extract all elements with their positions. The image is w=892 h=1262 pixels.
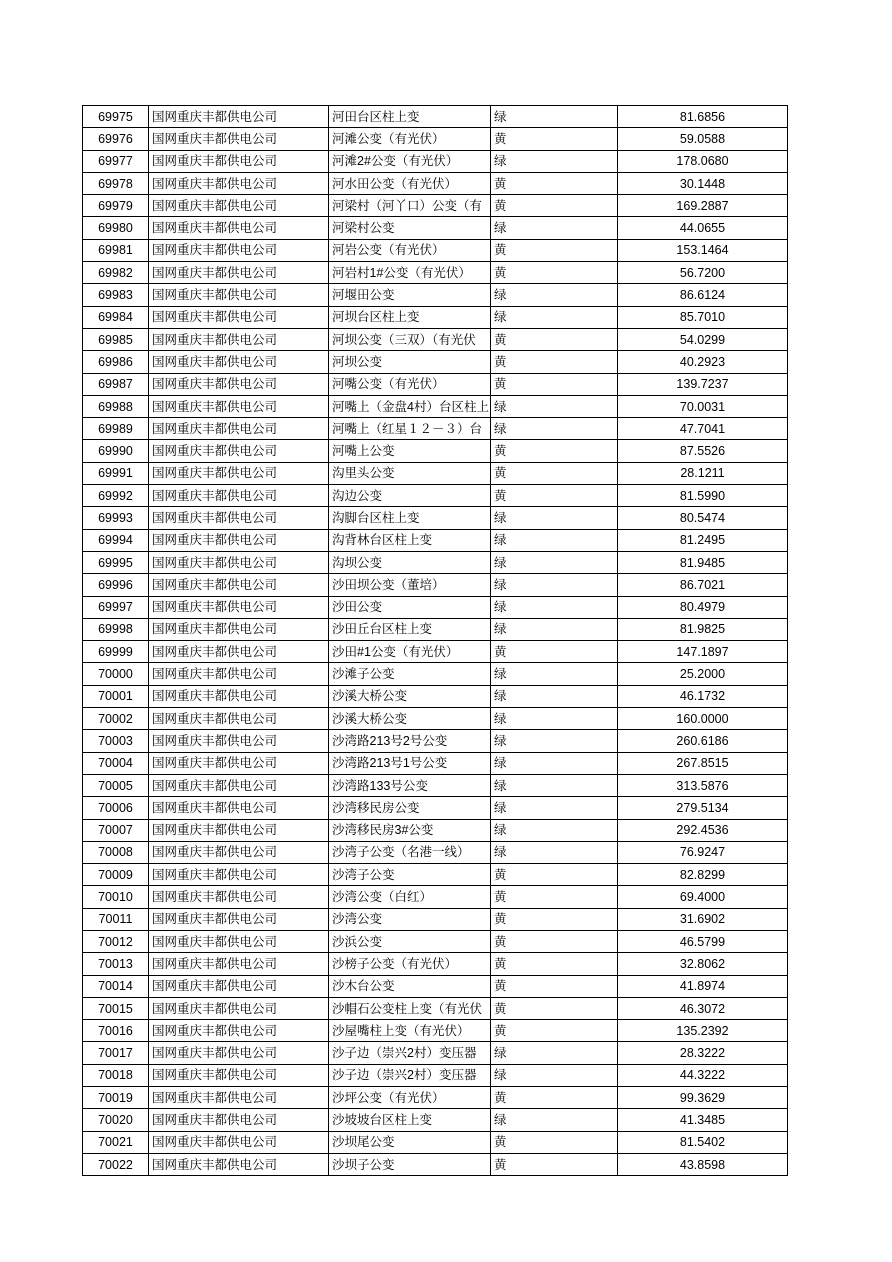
row-value-cell: 87.5526 — [618, 440, 788, 462]
row-transformer-name-cell: 河岩村1#公变（有光伏） — [329, 262, 491, 284]
row-transformer-name-cell: 沙湾子公变 — [329, 864, 491, 886]
table-row — [83, 440, 788, 462]
row-id-cell: 69986 — [83, 351, 149, 373]
row-organization-cell: 国网重庆丰都供电公司 — [149, 663, 329, 685]
table-row — [83, 262, 788, 284]
row-transformer-name-cell: 沙坝尾公变 — [329, 1131, 491, 1153]
row-id-cell: 69983 — [83, 284, 149, 306]
table-row — [83, 1042, 788, 1064]
row-transformer-name-cell: 沙坪公变（有光伏） — [329, 1087, 491, 1109]
table-row — [83, 930, 788, 952]
row-id-cell: 70001 — [83, 685, 149, 707]
table-row — [83, 217, 788, 239]
row-organization-cell: 国网重庆丰都供电公司 — [149, 1153, 329, 1175]
row-value-cell: 260.6186 — [618, 730, 788, 752]
row-organization-cell: 国网重庆丰都供电公司 — [149, 195, 329, 217]
row-organization-cell: 国网重庆丰都供电公司 — [149, 351, 329, 373]
row-transformer-name-cell: 河梁村公变 — [329, 217, 491, 239]
row-transformer-name-cell: 河岩公变（有光伏） — [329, 239, 491, 261]
table-row — [83, 596, 788, 618]
row-transformer-name-cell: 沙湾路213号2号公变 — [329, 730, 491, 752]
row-color-label-cell: 绿 — [491, 306, 618, 328]
row-transformer-name-cell: 沙坝子公变 — [329, 1153, 491, 1175]
table-row — [83, 128, 788, 150]
row-organization-cell: 国网重庆丰都供电公司 — [149, 529, 329, 551]
row-value-cell: 80.5474 — [618, 507, 788, 529]
row-value-cell: 81.9485 — [618, 551, 788, 573]
row-transformer-name-cell: 沙湾子公变（名港一线） — [329, 841, 491, 863]
row-organization-cell: 国网重庆丰都供电公司 — [149, 908, 329, 930]
row-value-cell: 99.3629 — [618, 1087, 788, 1109]
row-value-cell: 69.4000 — [618, 886, 788, 908]
row-id-cell: 70015 — [83, 997, 149, 1019]
row-transformer-name-cell: 河滩公变（有光伏） — [329, 128, 491, 150]
row-color-label-cell: 黄 — [491, 908, 618, 930]
row-organization-cell: 国网重庆丰都供电公司 — [149, 864, 329, 886]
row-transformer-name-cell: 河嘴上公变 — [329, 440, 491, 462]
row-id-cell: 70003 — [83, 730, 149, 752]
row-organization-cell: 国网重庆丰都供电公司 — [149, 730, 329, 752]
row-organization-cell: 国网重庆丰都供电公司 — [149, 418, 329, 440]
row-color-label-cell: 黄 — [491, 128, 618, 150]
table-row — [83, 953, 788, 975]
table-row — [83, 395, 788, 417]
row-transformer-name-cell: 沟里头公变 — [329, 462, 491, 484]
row-transformer-name-cell: 沙帽石公变柱上变（有光伏 — [329, 997, 491, 1019]
row-color-label-cell: 绿 — [491, 797, 618, 819]
row-color-label-cell: 绿 — [491, 1042, 618, 1064]
row-transformer-name-cell: 沙田坝公变（董培） — [329, 574, 491, 596]
row-color-label-cell: 绿 — [491, 663, 618, 685]
row-color-label-cell: 绿 — [491, 730, 618, 752]
row-color-label-cell: 绿 — [491, 507, 618, 529]
row-id-cell: 70018 — [83, 1064, 149, 1086]
row-value-cell: 279.5134 — [618, 797, 788, 819]
row-value-cell: 59.0588 — [618, 128, 788, 150]
row-transformer-name-cell: 沙湾公变 — [329, 908, 491, 930]
row-id-cell: 69987 — [83, 373, 149, 395]
row-organization-cell: 国网重庆丰都供电公司 — [149, 708, 329, 730]
row-organization-cell: 国网重庆丰都供电公司 — [149, 150, 329, 172]
row-transformer-name-cell: 河坝台区柱上变 — [329, 306, 491, 328]
row-value-cell: 267.8515 — [618, 752, 788, 774]
table-row — [83, 997, 788, 1019]
row-organization-cell: 国网重庆丰都供电公司 — [149, 930, 329, 952]
row-organization-cell: 国网重庆丰都供电公司 — [149, 373, 329, 395]
row-transformer-name-cell: 沙溪大桥公变 — [329, 708, 491, 730]
table-row — [83, 1087, 788, 1109]
row-id-cell: 70008 — [83, 841, 149, 863]
row-organization-cell: 国网重庆丰都供电公司 — [149, 997, 329, 1019]
row-color-label-cell: 绿 — [491, 529, 618, 551]
row-value-cell: 292.4536 — [618, 819, 788, 841]
row-id-cell: 69985 — [83, 328, 149, 350]
row-transformer-name-cell: 河嘴上（红星１２－３）台 — [329, 418, 491, 440]
row-id-cell: 69991 — [83, 462, 149, 484]
row-organization-cell: 国网重庆丰都供电公司 — [149, 485, 329, 507]
row-id-cell: 70010 — [83, 886, 149, 908]
row-color-label-cell: 黄 — [491, 975, 618, 997]
row-value-cell: 54.0299 — [618, 328, 788, 350]
row-id-cell: 69996 — [83, 574, 149, 596]
row-color-label-cell: 黄 — [491, 262, 618, 284]
row-id-cell: 70021 — [83, 1131, 149, 1153]
row-value-cell: 160.0000 — [618, 708, 788, 730]
row-color-label-cell: 黄 — [491, 997, 618, 1019]
row-color-label-cell: 黄 — [491, 864, 618, 886]
row-color-label-cell: 黄 — [491, 373, 618, 395]
row-color-label-cell: 绿 — [491, 106, 618, 128]
table-row — [83, 106, 788, 128]
row-value-cell: 81.9825 — [618, 618, 788, 640]
row-transformer-name-cell: 沙木台公变 — [329, 975, 491, 997]
row-color-label-cell: 绿 — [491, 395, 618, 417]
table-row — [83, 485, 788, 507]
row-organization-cell: 国网重庆丰都供电公司 — [149, 797, 329, 819]
row-transformer-name-cell: 沟脚台区柱上变 — [329, 507, 491, 529]
table-row — [83, 752, 788, 774]
row-id-cell: 70014 — [83, 975, 149, 997]
row-transformer-name-cell: 河堰田公变 — [329, 284, 491, 306]
row-id-cell: 69995 — [83, 551, 149, 573]
table-row — [83, 819, 788, 841]
data-table-container — [82, 105, 787, 1176]
row-value-cell: 25.2000 — [618, 663, 788, 685]
row-transformer-name-cell: 河嘴公变（有光伏） — [329, 373, 491, 395]
row-color-label-cell: 绿 — [491, 841, 618, 863]
row-organization-cell: 国网重庆丰都供电公司 — [149, 596, 329, 618]
row-id-cell: 69976 — [83, 128, 149, 150]
table-body — [83, 106, 788, 1176]
row-color-label-cell: 黄 — [491, 1131, 618, 1153]
row-color-label-cell: 黄 — [491, 1153, 618, 1175]
row-id-cell: 70002 — [83, 708, 149, 730]
table-row — [83, 328, 788, 350]
row-color-label-cell: 黄 — [491, 172, 618, 194]
table-row — [83, 975, 788, 997]
row-transformer-name-cell: 沙田丘台区柱上变 — [329, 618, 491, 640]
row-transformer-name-cell: 沙溪大桥公变 — [329, 685, 491, 707]
row-organization-cell: 国网重庆丰都供电公司 — [149, 1087, 329, 1109]
row-color-label-cell: 绿 — [491, 217, 618, 239]
row-organization-cell: 国网重庆丰都供电公司 — [149, 841, 329, 863]
row-id-cell: 70016 — [83, 1020, 149, 1042]
row-color-label-cell: 黄 — [491, 351, 618, 373]
row-value-cell: 139.7237 — [618, 373, 788, 395]
row-value-cell: 86.6124 — [618, 284, 788, 306]
row-id-cell: 69975 — [83, 106, 149, 128]
table-row — [83, 507, 788, 529]
row-transformer-name-cell: 沙坡坡台区柱上变 — [329, 1109, 491, 1131]
table-row — [83, 908, 788, 930]
row-organization-cell: 国网重庆丰都供电公司 — [149, 752, 329, 774]
row-organization-cell: 国网重庆丰都供电公司 — [149, 217, 329, 239]
row-organization-cell: 国网重庆丰都供电公司 — [149, 1020, 329, 1042]
table-row — [83, 574, 788, 596]
row-id-cell: 69978 — [83, 172, 149, 194]
table-row — [83, 641, 788, 663]
row-value-cell: 40.2923 — [618, 351, 788, 373]
row-id-cell: 70013 — [83, 953, 149, 975]
table-row — [83, 418, 788, 440]
row-id-cell: 69999 — [83, 641, 149, 663]
row-id-cell: 70022 — [83, 1153, 149, 1175]
row-id-cell: 69997 — [83, 596, 149, 618]
row-value-cell: 313.5876 — [618, 774, 788, 796]
row-color-label-cell: 黄 — [491, 462, 618, 484]
row-transformer-name-cell: 沙田公变 — [329, 596, 491, 618]
row-value-cell: 86.7021 — [618, 574, 788, 596]
row-value-cell: 135.2392 — [618, 1020, 788, 1042]
row-id-cell: 69981 — [83, 239, 149, 261]
row-transformer-name-cell: 沟坝公变 — [329, 551, 491, 573]
row-color-label-cell: 绿 — [491, 150, 618, 172]
row-organization-cell: 国网重庆丰都供电公司 — [149, 685, 329, 707]
row-transformer-name-cell: 河坝公变（三双）（有光伏 — [329, 328, 491, 350]
row-value-cell: 30.1448 — [618, 172, 788, 194]
table-row — [83, 351, 788, 373]
row-transformer-name-cell: 沙子边（崇兴2村）变压器 — [329, 1064, 491, 1086]
row-transformer-name-cell: 河水田公变（有光伏） — [329, 172, 491, 194]
row-id-cell: 70004 — [83, 752, 149, 774]
row-transformer-name-cell: 沙湾路133号公变 — [329, 774, 491, 796]
row-transformer-name-cell: 沙湾路213号1号公变 — [329, 752, 491, 774]
row-color-label-cell: 黄 — [491, 440, 618, 462]
row-organization-cell: 国网重庆丰都供电公司 — [149, 172, 329, 194]
row-value-cell: 81.6856 — [618, 106, 788, 128]
row-id-cell: 70009 — [83, 864, 149, 886]
row-organization-cell: 国网重庆丰都供电公司 — [149, 262, 329, 284]
row-value-cell: 28.1211 — [618, 462, 788, 484]
row-value-cell: 32.8062 — [618, 953, 788, 975]
row-transformer-name-cell: 沙子边（崇兴2村）变压器 — [329, 1042, 491, 1064]
row-value-cell: 82.8299 — [618, 864, 788, 886]
row-color-label-cell: 黄 — [491, 953, 618, 975]
row-value-cell: 46.1732 — [618, 685, 788, 707]
row-color-label-cell: 黄 — [491, 641, 618, 663]
table-row — [83, 529, 788, 551]
table-row — [83, 1020, 788, 1042]
row-organization-cell: 国网重庆丰都供电公司 — [149, 886, 329, 908]
row-color-label-cell: 绿 — [491, 418, 618, 440]
row-organization-cell: 国网重庆丰都供电公司 — [149, 106, 329, 128]
row-transformer-name-cell: 河坝公变 — [329, 351, 491, 373]
row-value-cell: 147.1897 — [618, 641, 788, 663]
table-row — [83, 195, 788, 217]
row-id-cell: 70007 — [83, 819, 149, 841]
row-id-cell: 69989 — [83, 418, 149, 440]
row-color-label-cell: 绿 — [491, 1109, 618, 1131]
row-value-cell: 178.0680 — [618, 150, 788, 172]
table-row — [83, 864, 788, 886]
row-color-label-cell: 绿 — [491, 819, 618, 841]
row-organization-cell: 国网重庆丰都供电公司 — [149, 462, 329, 484]
row-transformer-name-cell: 沙田#1公变（有光伏） — [329, 641, 491, 663]
table-row — [83, 551, 788, 573]
row-organization-cell: 国网重庆丰都供电公司 — [149, 551, 329, 573]
row-id-cell: 69988 — [83, 395, 149, 417]
row-id-cell: 69998 — [83, 618, 149, 640]
row-transformer-name-cell: 沙湾移民房3#公变 — [329, 819, 491, 841]
row-organization-cell: 国网重庆丰都供电公司 — [149, 1064, 329, 1086]
row-id-cell: 69993 — [83, 507, 149, 529]
row-transformer-name-cell: 沙榜子公变（有光伏） — [329, 953, 491, 975]
table-row — [83, 708, 788, 730]
row-organization-cell: 国网重庆丰都供电公司 — [149, 306, 329, 328]
row-transformer-name-cell: 河滩2#公变（有光伏） — [329, 150, 491, 172]
row-value-cell: 31.6902 — [618, 908, 788, 930]
table-row — [83, 774, 788, 796]
row-color-label-cell: 黄 — [491, 1087, 618, 1109]
row-id-cell: 70017 — [83, 1042, 149, 1064]
row-transformer-name-cell: 沙湾移民房公变 — [329, 797, 491, 819]
data-table — [82, 105, 788, 1176]
table-row — [83, 373, 788, 395]
row-id-cell: 70019 — [83, 1087, 149, 1109]
row-value-cell: 169.2887 — [618, 195, 788, 217]
row-organization-cell: 国网重庆丰都供电公司 — [149, 239, 329, 261]
row-organization-cell: 国网重庆丰都供电公司 — [149, 284, 329, 306]
row-organization-cell: 国网重庆丰都供电公司 — [149, 618, 329, 640]
table-row — [83, 1131, 788, 1153]
row-color-label-cell: 黄 — [491, 328, 618, 350]
row-value-cell: 44.3222 — [618, 1064, 788, 1086]
row-id-cell: 69984 — [83, 306, 149, 328]
row-transformer-name-cell: 河嘴上（金盘4村）台区柱上 — [329, 395, 491, 417]
row-color-label-cell: 绿 — [491, 596, 618, 618]
row-value-cell: 28.3222 — [618, 1042, 788, 1064]
row-color-label-cell: 绿 — [491, 551, 618, 573]
row-id-cell: 70011 — [83, 908, 149, 930]
table-row — [83, 1153, 788, 1175]
row-id-cell: 69982 — [83, 262, 149, 284]
row-organization-cell: 国网重庆丰都供电公司 — [149, 1109, 329, 1131]
row-transformer-name-cell: 沙浜公变 — [329, 930, 491, 952]
row-color-label-cell: 绿 — [491, 574, 618, 596]
row-color-label-cell: 绿 — [491, 708, 618, 730]
row-id-cell: 70012 — [83, 930, 149, 952]
row-color-label-cell: 绿 — [491, 1064, 618, 1086]
row-transformer-name-cell: 沙湾公变（白红） — [329, 886, 491, 908]
row-color-label-cell: 绿 — [491, 752, 618, 774]
row-transformer-name-cell: 河梁村（河丫口）公变（有 — [329, 195, 491, 217]
table-row — [83, 1064, 788, 1086]
row-transformer-name-cell: 沟背林台区柱上变 — [329, 529, 491, 551]
row-value-cell: 41.8974 — [618, 975, 788, 997]
row-id-cell: 70000 — [83, 663, 149, 685]
row-organization-cell: 国网重庆丰都供电公司 — [149, 507, 329, 529]
row-value-cell: 43.8598 — [618, 1153, 788, 1175]
row-organization-cell: 国网重庆丰都供电公司 — [149, 440, 329, 462]
row-id-cell: 69980 — [83, 217, 149, 239]
row-value-cell: 44.0655 — [618, 217, 788, 239]
row-id-cell: 70005 — [83, 774, 149, 796]
row-id-cell: 69992 — [83, 485, 149, 507]
row-organization-cell: 国网重庆丰都供电公司 — [149, 774, 329, 796]
row-organization-cell: 国网重庆丰都供电公司 — [149, 1131, 329, 1153]
row-transformer-name-cell: 沟边公变 — [329, 485, 491, 507]
table-row — [83, 663, 788, 685]
table-row — [83, 1109, 788, 1131]
row-organization-cell: 国网重庆丰都供电公司 — [149, 819, 329, 841]
row-id-cell: 69979 — [83, 195, 149, 217]
row-id-cell: 70020 — [83, 1109, 149, 1131]
table-row — [83, 618, 788, 640]
row-transformer-name-cell: 河田台区柱上变 — [329, 106, 491, 128]
table-row — [83, 797, 788, 819]
row-transformer-name-cell: 沙滩子公变 — [329, 663, 491, 685]
row-color-label-cell: 黄 — [491, 239, 618, 261]
row-value-cell: 85.7010 — [618, 306, 788, 328]
row-value-cell: 81.2495 — [618, 529, 788, 551]
row-value-cell: 46.3072 — [618, 997, 788, 1019]
table-row — [83, 150, 788, 172]
row-organization-cell: 国网重庆丰都供电公司 — [149, 1042, 329, 1064]
table-row — [83, 239, 788, 261]
table-row — [83, 685, 788, 707]
row-organization-cell: 国网重庆丰都供电公司 — [149, 641, 329, 663]
row-transformer-name-cell: 沙屋嘴柱上变（有光伏） — [329, 1020, 491, 1042]
table-row — [83, 306, 788, 328]
row-value-cell: 47.7041 — [618, 418, 788, 440]
row-value-cell: 80.4979 — [618, 596, 788, 618]
row-organization-cell: 国网重庆丰都供电公司 — [149, 128, 329, 150]
row-value-cell: 81.5990 — [618, 485, 788, 507]
row-color-label-cell: 绿 — [491, 284, 618, 306]
row-value-cell: 70.0031 — [618, 395, 788, 417]
row-color-label-cell: 黄 — [491, 195, 618, 217]
row-color-label-cell: 黄 — [491, 1020, 618, 1042]
row-color-label-cell: 黄 — [491, 930, 618, 952]
row-color-label-cell: 黄 — [491, 886, 618, 908]
row-value-cell: 81.5402 — [618, 1131, 788, 1153]
row-id-cell: 69990 — [83, 440, 149, 462]
table-row — [83, 284, 788, 306]
row-organization-cell: 国网重庆丰都供电公司 — [149, 574, 329, 596]
row-id-cell: 69977 — [83, 150, 149, 172]
row-color-label-cell: 绿 — [491, 685, 618, 707]
row-color-label-cell: 绿 — [491, 618, 618, 640]
table-row — [83, 841, 788, 863]
row-organization-cell: 国网重庆丰都供电公司 — [149, 328, 329, 350]
row-color-label-cell: 黄 — [491, 485, 618, 507]
row-organization-cell: 国网重庆丰都供电公司 — [149, 975, 329, 997]
table-row — [83, 886, 788, 908]
table-row — [83, 730, 788, 752]
row-color-label-cell: 绿 — [491, 774, 618, 796]
row-value-cell: 56.7200 — [618, 262, 788, 284]
table-row — [83, 462, 788, 484]
row-organization-cell: 国网重庆丰都供电公司 — [149, 953, 329, 975]
row-value-cell: 76.9247 — [618, 841, 788, 863]
row-id-cell: 69994 — [83, 529, 149, 551]
table-row — [83, 172, 788, 194]
row-id-cell: 70006 — [83, 797, 149, 819]
row-value-cell: 41.3485 — [618, 1109, 788, 1131]
row-value-cell: 46.5799 — [618, 930, 788, 952]
row-value-cell: 153.1464 — [618, 239, 788, 261]
row-organization-cell: 国网重庆丰都供电公司 — [149, 395, 329, 417]
